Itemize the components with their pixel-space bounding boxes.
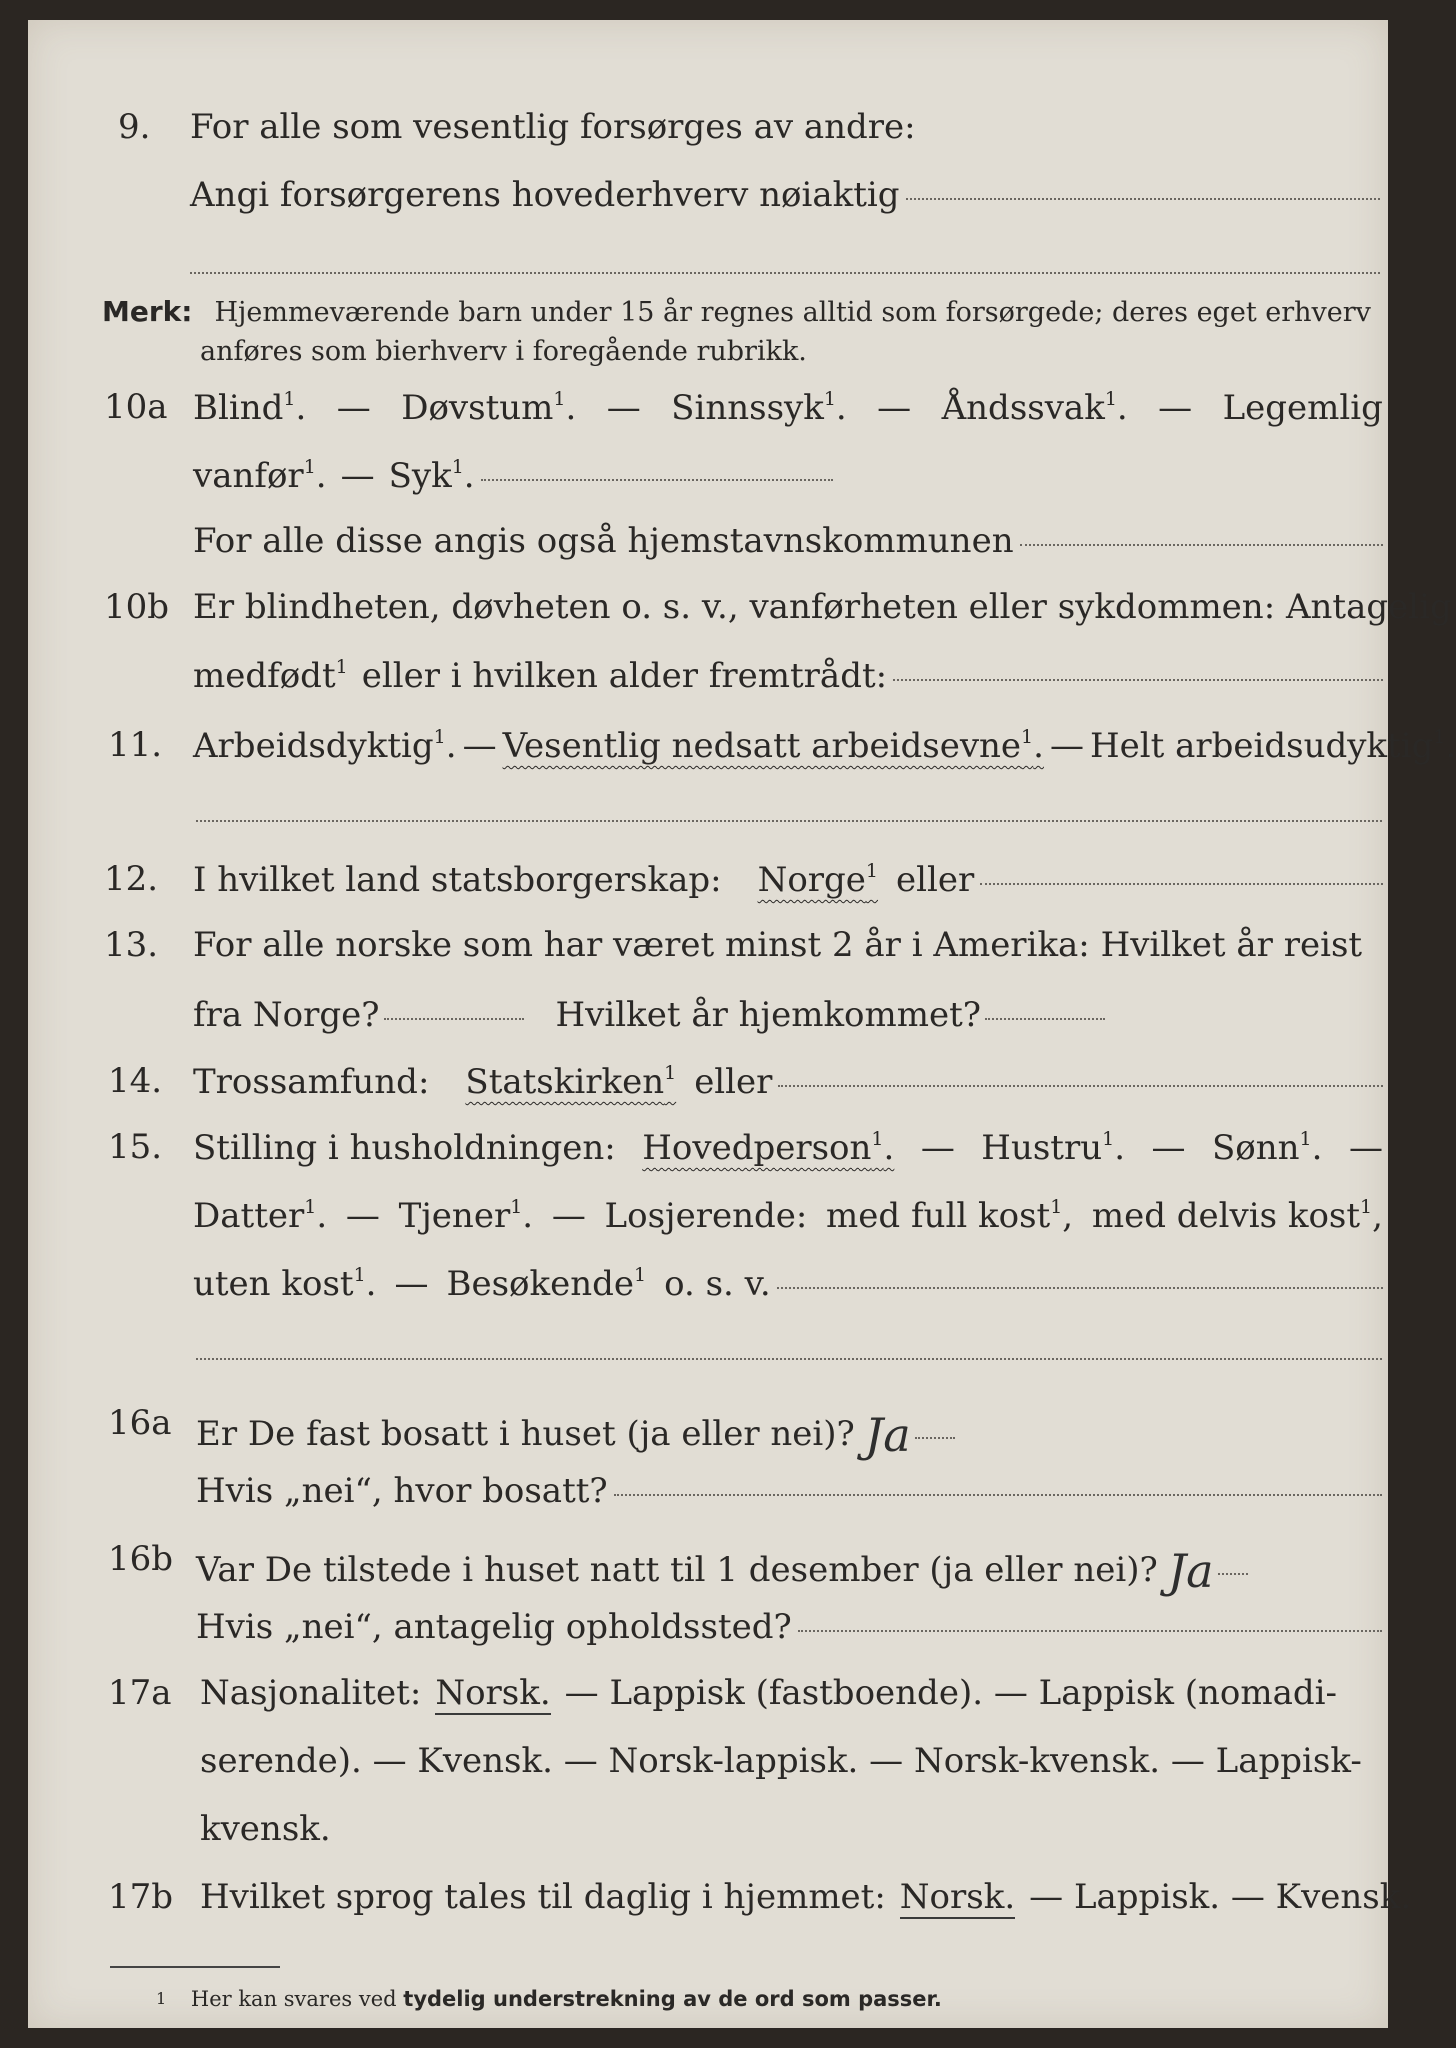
q15-line3 (193, 1264, 1383, 1304)
q10a-line1 (193, 388, 1383, 428)
q15-stilling: Stilling i husholdningen: (193, 1128, 616, 1168)
q10b-line1: Er blindheten, døvheten o. s. v., vanførheten eller sykdommen: Antagelig (193, 587, 1452, 627)
q15-losjerende: Losjerende: (604, 1196, 808, 1236)
q17b-label: Hvilket sprog tales til daglig i hjemmet: (200, 1877, 886, 1917)
dash: — (340, 456, 375, 496)
q12-line (193, 860, 1383, 900)
q9-answer-blank-2[interactable] (190, 272, 1380, 274)
dash: — (336, 388, 371, 428)
merk-line1 (102, 295, 1371, 328)
q13-fra: fra Norge? (193, 995, 380, 1035)
q9-number: 9. (118, 107, 151, 147)
q16b-text: Var De tilstede i huset natt til 1 desember (ja eller nei)? (196, 1550, 1158, 1590)
dash: — (1158, 388, 1193, 428)
q17a-label: Nasjonalitet: (200, 1673, 422, 1713)
dash: — (606, 388, 641, 428)
q10a-line3-text: For alle disse angis også hjemstavnskommunen (193, 521, 1014, 561)
q15-hustru[interactable]: Hustru$^1$. (981, 1128, 1126, 1168)
q15-delvis-kost[interactable]: med delvis kost$^1$, (1091, 1196, 1383, 1236)
q17b-line (200, 1877, 1412, 1919)
q16b-line2 (196, 1607, 1382, 1647)
q15-sonn[interactable]: Sønn$^1$. (1211, 1128, 1323, 1168)
q15-uten-kost[interactable]: uten kost$^1$. (193, 1264, 377, 1304)
q11-vesentlig-nedsatt[interactable]: Vesentlig nedsatt arbeidsevne$^1$. (502, 726, 1044, 766)
q16b-line2-text: Hvis „nei“, antagelig opholdssted? (196, 1607, 792, 1647)
q14-statskirken[interactable]: Statskirken$^1$ (465, 1062, 677, 1102)
q15-stilling-blank[interactable] (777, 1287, 1383, 1289)
q12-number: 12. (104, 859, 159, 899)
q10b-rest: eller i hvilken alder fremtrådt: (361, 656, 888, 696)
q16a-number: 16a (108, 1403, 172, 1443)
footnote-pre: Her kan svares ved (190, 1987, 397, 2011)
dash: — (394, 1264, 429, 1304)
footnote (156, 1987, 942, 2011)
q16a-bosatt-blank[interactable] (614, 1494, 1382, 1496)
dash: — (551, 1196, 586, 1236)
q16a-line2-text: Hvis „nei“, hvor bosatt? (196, 1471, 608, 1511)
q10a-hjemstavn-blank[interactable] (1020, 544, 1383, 546)
q9-line2-text: Angi forsørgerens hovederhverv nøiaktig (190, 175, 900, 215)
q16a-answer-blank[interactable] (915, 1437, 955, 1439)
q17a-norsk[interactable]: Norsk. (435, 1673, 551, 1713)
q10b-alder-blank[interactable] (893, 679, 1383, 681)
q9-line1: For alle som vesentlig forsørges av andre: (190, 107, 916, 147)
q12-text: I hvilket land statsborgerskap: (193, 860, 722, 900)
q15-besokende[interactable]: Besøkende$^1$ (446, 1264, 647, 1304)
q15-answer-blank[interactable] (196, 1358, 1382, 1360)
q13-line1: For alle norske som har været minst 2 år i Amerika: Hvilket år reist (193, 925, 1363, 965)
q16b-opholdssted-blank[interactable] (798, 1630, 1382, 1632)
q10a-vanfor[interactable]: vanfør$^1$. (193, 456, 327, 496)
q13-line2 (193, 995, 1105, 1035)
q12-norge[interactable]: Norge$^1$ (757, 860, 879, 900)
q9-line2 (190, 175, 1380, 215)
dash: — (1049, 726, 1084, 766)
q17b-rest: — Lappisk. — Kvensk. (1029, 1877, 1412, 1917)
q10a-line3 (193, 521, 1383, 561)
merk-line2: anføres som bierhverv i foregående rubrikk. (200, 336, 807, 367)
q13-number: 13. (104, 925, 159, 965)
q15-full-kost[interactable]: med full kost$^1$, (826, 1196, 1074, 1236)
q15-line2 (193, 1196, 1383, 1236)
q11-answer-blank[interactable] (196, 820, 1382, 822)
dash: — (462, 726, 497, 766)
q16a-line2 (196, 1471, 1382, 1511)
q15-osv: o. s. v. (664, 1264, 771, 1304)
q17a-rest1: — Lappisk (fastboende). — Lappisk (nomadi- (564, 1673, 1338, 1713)
q13-hjem: Hvilket år hjemkommet? (555, 995, 982, 1035)
q17a-line2: serende). — Kvensk. — Norsk-lappisk. — Norsk-kvensk. — Lappisk- (200, 1741, 1362, 1781)
q13-hjemkommet-blank[interactable] (985, 1018, 1105, 1020)
merk-label: Merk: (102, 295, 193, 328)
q14-trossamfund-blank[interactable] (778, 1085, 1383, 1087)
q17b-number: 17b (108, 1877, 174, 1917)
q12-eller: eller (896, 860, 975, 900)
q14-line (193, 1062, 1383, 1102)
q17a-line3: kvensk. (200, 1809, 331, 1849)
q16b-answer-blank[interactable] (1218, 1573, 1248, 1575)
q17a-number: 17a (108, 1673, 172, 1713)
q10a-line2 (193, 456, 833, 496)
q16b-line1 (196, 1542, 1248, 1598)
dash: — (920, 1128, 955, 1168)
q14-eller: eller (694, 1062, 773, 1102)
q10b-number: 10b (104, 587, 170, 627)
q16a-text: Er De fast bosatt i huset (ja eller nei)? (196, 1414, 855, 1454)
footnote-separator (110, 1966, 280, 1968)
q10a-number: 10a (104, 387, 168, 427)
merk-text1: Hjemmeværende barn under 15 år regnes alltid som forsørgede; deres eget erhverv (214, 297, 1371, 328)
q17b-norsk[interactable]: Norsk. (899, 1877, 1016, 1917)
q10a-syk[interactable]: Syk$^1$. (388, 456, 475, 496)
dash: — (1348, 1128, 1383, 1168)
q15-line1 (193, 1128, 1383, 1168)
q10a-blind[interactable]: Blind$^1$. (193, 388, 307, 428)
q10b-line2 (193, 656, 1383, 696)
q10a-syk-blank[interactable] (481, 479, 833, 481)
q10a-legemlig[interactable]: Legemlig (1222, 388, 1383, 428)
q15-number: 15. (108, 1127, 163, 1167)
q17a-line1 (200, 1673, 1338, 1715)
dash: — (1151, 1128, 1186, 1168)
q10a-sinnssyk[interactable]: Sinnssyk$^1$. (671, 388, 847, 428)
q11-helt-udyktig[interactable]: Helt arbeidsudyktig$^1$. (1089, 726, 1456, 766)
q10a-dovstum[interactable]: Døvstum$^1$. (401, 388, 577, 428)
q15-tjener[interactable]: Tjener$^1$. (398, 1196, 534, 1236)
footnote-bold: tydelig understrekning av de ord som passer. (403, 1987, 942, 2011)
q11-arbeidsdyktig[interactable]: Arbeidsdyktig$^1$. (193, 726, 457, 766)
q14-number: 14. (108, 1061, 163, 1101)
q13-reist-blank[interactable] (384, 1018, 524, 1020)
footnote-mark: 1 (156, 1989, 167, 2008)
census-form-page (28, 20, 1456, 2028)
q15-hovedperson[interactable]: Hovedperson$^1$. (642, 1128, 895, 1168)
q16b-handwritten-answer[interactable]: Ja (1167, 1544, 1214, 1598)
dash: — (877, 388, 912, 428)
q16a-line1 (196, 1406, 955, 1462)
q10a-andssvak[interactable]: Åndssvak$^1$. (941, 388, 1128, 428)
q14-text: Trossamfund: (193, 1062, 430, 1102)
q11-line1 (193, 726, 1456, 766)
q12-land-blank[interactable] (980, 883, 1383, 885)
dash: — (345, 1196, 380, 1236)
q16b-number: 16b (108, 1539, 174, 1579)
q10b-medfodt[interactable]: medfødt$^1$ (193, 656, 348, 696)
q11-number: 11. (108, 725, 163, 765)
q9-answer-blank[interactable] (906, 198, 1380, 200)
q15-datter[interactable]: Datter$^1$. (193, 1196, 328, 1236)
q16a-handwritten-answer[interactable]: Ja (864, 1408, 911, 1462)
